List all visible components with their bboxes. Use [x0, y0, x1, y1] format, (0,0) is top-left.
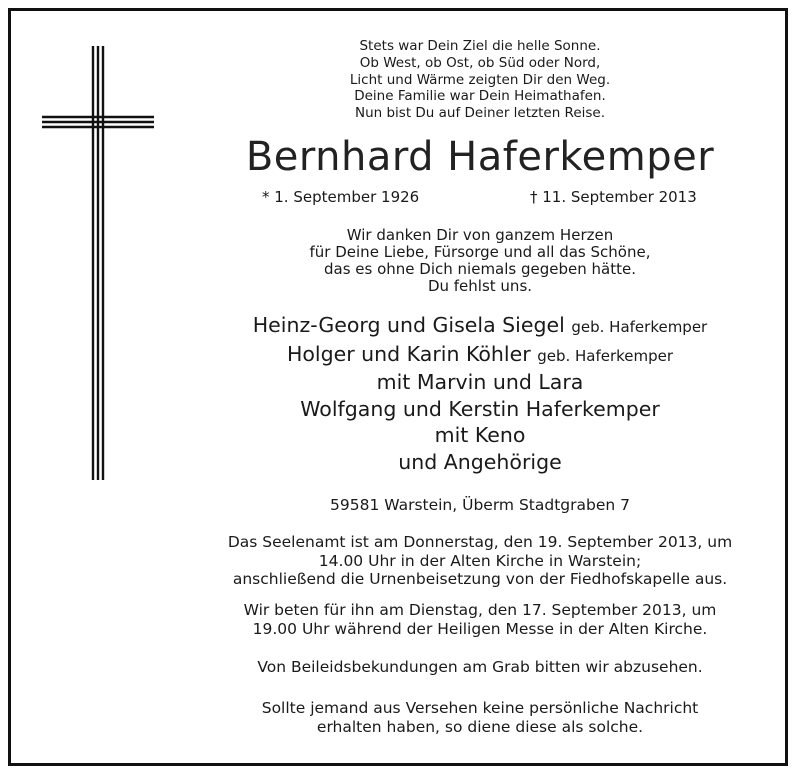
- mourner-line: und Angehörige: [398, 449, 562, 474]
- closing-line: erhalten haben, so diene diese als solche.: [316, 717, 644, 736]
- thanks-line: Wir danken Dir von ganzem Herzen: [346, 226, 614, 244]
- verse-line: Ob West, ob Ost, ob Süd oder Nord,: [359, 54, 601, 71]
- mourner-line: [200, 341, 760, 370]
- thanks-text: [200, 227, 760, 295]
- closing-note: [200, 699, 760, 736]
- verse-line: Deine Familie war Dein Heimathafen.: [354, 88, 606, 105]
- requiem-line: anschließend die Urnenbeisetzung von der Fiedhofskapelle aus.: [232, 570, 728, 588]
- condolence-note: Von Beileidsbekundungen am Grab bitten wir abzusehen.: [257, 658, 703, 676]
- prayer-notice: [200, 601, 760, 638]
- birth-date: * 1. September 1926: [262, 188, 420, 206]
- thanks-line: für Deine Liebe, Fürsorge und all das Schöne,: [309, 243, 651, 261]
- death-date: † 11. September 2013: [530, 188, 697, 206]
- prayer-line: Wir beten für ihn am Dienstag, den 17. September 2013, um: [243, 601, 717, 619]
- mourner-line: mit Keno: [434, 423, 526, 447]
- mourners-list: [200, 312, 760, 475]
- requiem-line: 14.00 Uhr in der Alten Kirche in Warstein;: [318, 551, 642, 570]
- family-address: 59581 Warstein, Überm Stadtgraben 7: [330, 496, 630, 514]
- verse-line: Nun bist Du auf Deiner letzten Reise.: [354, 105, 606, 122]
- maiden-name-note: geb. Haferkemper: [571, 318, 708, 336]
- mourner-line: [200, 312, 760, 341]
- mourner-names: Holger und Karin Köhler: [286, 341, 531, 366]
- closing-line: Sollte jemand aus Versehen keine persönliche Nachricht: [261, 699, 699, 717]
- mourner-line: Wolfgang und Kerstin Haferkemper: [300, 396, 660, 421]
- mourner-line: mit Marvin und Lara: [376, 370, 584, 394]
- thanks-line: das es ohne Dich niemals gegeben hätte.: [324, 260, 636, 278]
- maiden-name-note: geb. Haferkemper: [537, 346, 674, 365]
- requiem-notice: [200, 533, 760, 589]
- latin-cross-icon: [40, 44, 156, 484]
- verse-line: Licht und Wärme zeigten Dir den Weg.: [349, 71, 611, 88]
- mourner-names: Heinz-Georg und Gisela Siegel: [252, 313, 565, 337]
- prayer-line: 19.00 Uhr während der Heiligen Messe in der Alten Kirche.: [252, 619, 708, 638]
- memorial-verse: [200, 38, 760, 122]
- thanks-line: Du fehlst uns.: [427, 277, 533, 295]
- verse-line: Stets war Dein Ziel die helle Sonne.: [359, 38, 601, 54]
- requiem-line: Das Seelenamt ist am Donnerstag, den 19. September 2013, um: [227, 533, 733, 551]
- deceased-name: Bernhard Haferkemper: [245, 134, 715, 180]
